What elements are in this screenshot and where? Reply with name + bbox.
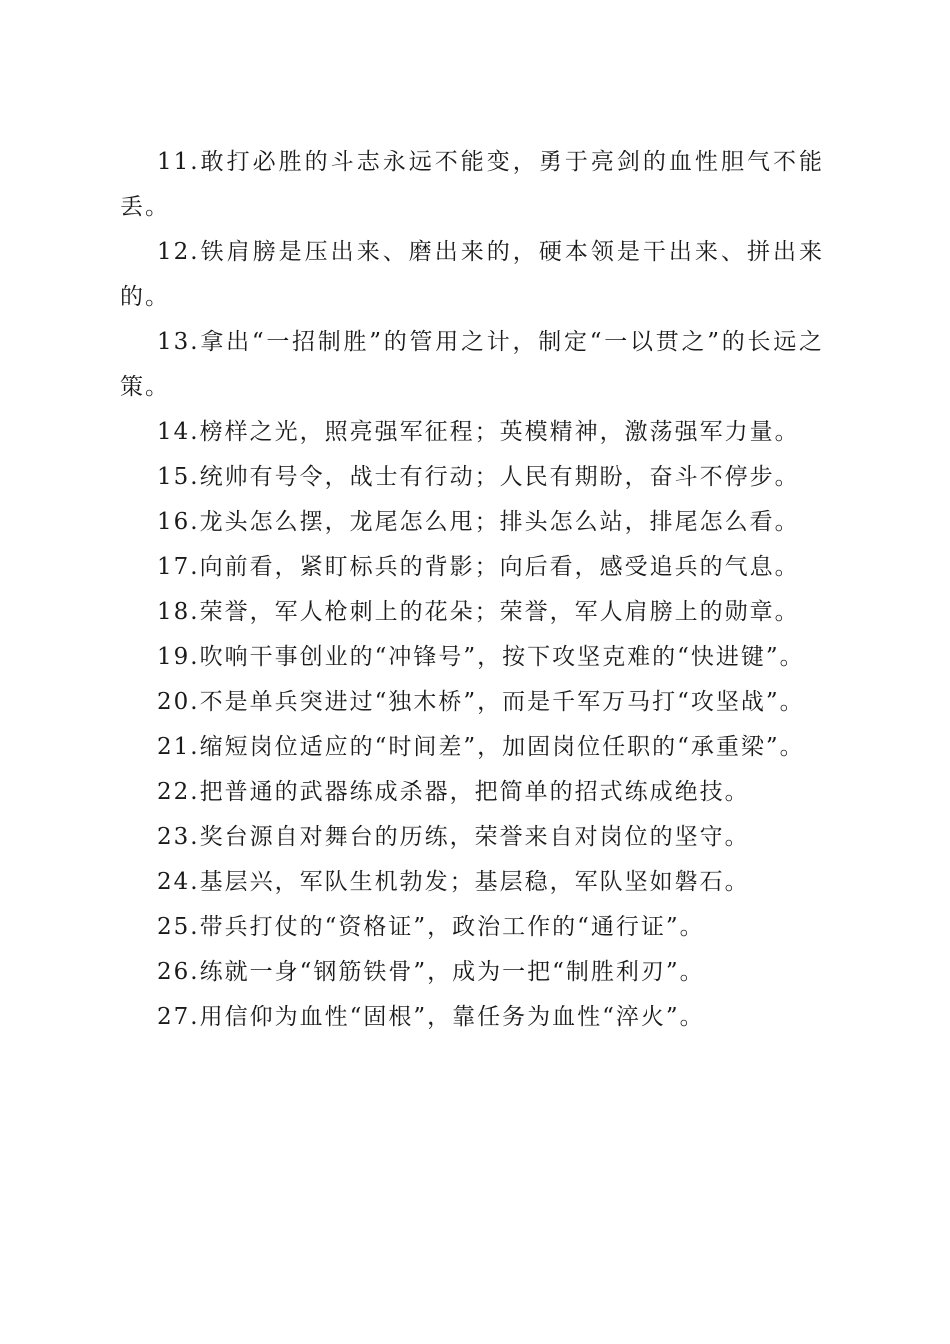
list-item-20: 20.不是单兵突进过“独木桥”，而是千军万马打“攻坚战”。: [157, 689, 805, 715]
list-item-23: 23.奖台源自对舞台的历练，荣誉来自对岗位的坚守。: [157, 824, 750, 850]
list-item-15: 15.统帅有号令，战士有行动；人民有期盼，奋斗不停步。: [157, 464, 800, 490]
list-item-12: 12.铁肩膀是压出来、磨出来的，硬本领是干出来、拼出来的。: [120, 239, 824, 310]
list-item-27: 27.用信仰为血性“固根”，靠任务为血性“淬火”。: [157, 1004, 705, 1030]
list-item-21: 21.缩短岗位适应的“时间差”，加固岗位任职的“承重梁”。: [157, 734, 805, 760]
list-item-18: 18.荣誉，军人枪刺上的花朵；荣誉，军人肩膀上的勋章。: [157, 599, 800, 625]
list-item-24: 24.基层兴，军队生机勃发；基层稳，军队坚如磐石。: [157, 869, 750, 895]
list-item-13: 13.拿出“一招制胜”的管用之计，制定“一以贯之”的长远之策。: [120, 329, 824, 400]
list-item-17: 17.向前看，紧盯标兵的背影；向后看，感受追兵的气息。: [157, 554, 800, 580]
list-item-22: 22.把普通的武器练成杀器，把简单的招式练成绝技。: [157, 779, 750, 805]
list-item-25: 25.带兵打仗的“资格证”，政治工作的“通行证”。: [157, 914, 705, 940]
list-item-26: 26.练就一身“钢筋铁骨”，成为一把“制胜利刃”。: [157, 959, 705, 985]
list-item-19: 19.吹响干事创业的“冲锋号”，按下攻坚克难的“快进键”。: [157, 644, 805, 670]
list-item-11: 11.敢打必胜的斗志永远不能变，勇于亮剑的血性胆气不能丢。: [120, 149, 824, 220]
list-item-14: 14.榜样之光，照亮强军征程；英模精神，激荡强军力量。: [157, 419, 800, 445]
document-body: [120, 140, 824, 1040]
list-item-16: 16.龙头怎么摆，龙尾怎么甩；排头怎么站，排尾怎么看。: [157, 509, 800, 535]
